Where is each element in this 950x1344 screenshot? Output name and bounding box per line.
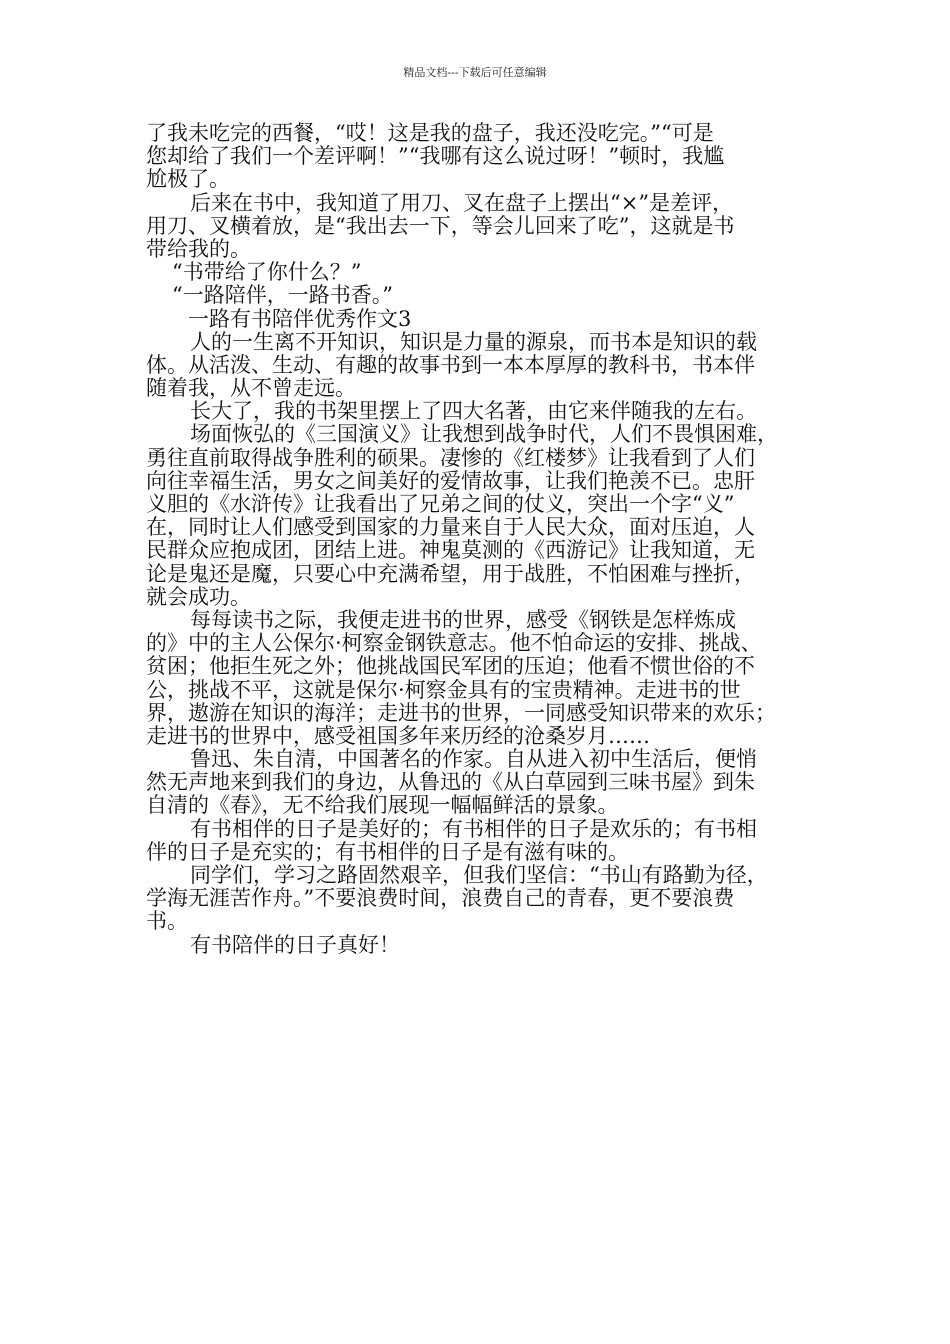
- text-line: 然无声地来到我们的身边，从鲁迅的《从白草园到三味书屋》到朱: [146, 770, 755, 795]
- text-line: 在，同时让人们感受到国家的力量来自于人民大众，面对压迫，人: [146, 515, 755, 540]
- text-line: 用刀、叉横着放，是“我出去一下，等会儿回来了吃”，这就是书: [146, 213, 735, 238]
- text-line: 人的一生离不开知识，知识是力量的源泉，而书本是知识的载: [190, 329, 757, 354]
- page-header: 精品文档---下载后可任意编辑: [403, 66, 547, 79]
- text-line: 随着我，从不曾走远。: [146, 376, 356, 401]
- text-line: 了我未吃完的西餐，“哎！这是我的盘子，我还没吃完。”“可是: [146, 121, 714, 145]
- text-line: 自清的《春》，无不给我们展现一幅幅鲜活的景象。: [146, 793, 619, 818]
- text-line: 尬极了。: [146, 167, 230, 192]
- text-line: 的》中的主人公保尔·柯察金钢铁意志。他不怕命运的安排、挑战、: [146, 631, 762, 656]
- document-body: [146, 122, 810, 957]
- text-line: “一路陪伴，一路书香。”: [172, 283, 393, 308]
- text-line: 鲁迅、朱自清，中国著名的作家。自从进入初中生活后，便悄: [190, 747, 757, 772]
- text-line: 有书相伴的日子是美好的；有书相伴的日子是欢乐的；有书相: [190, 816, 757, 841]
- text-line: 长大了，我的书架里摆上了四大名著，由它来伴随我的左右。: [190, 399, 757, 424]
- text-line: 带给我的。: [146, 236, 251, 261]
- text-line: “书带给了你什么？”: [172, 260, 362, 285]
- text-line: 后来在书中，我知道了用刀、叉在盘子上摆出“×”是差评，: [190, 190, 734, 215]
- text-line: 学海无涯苦作舟。”不要浪费时间，浪费自己的青春，更不要浪费: [146, 886, 735, 911]
- text-line: 义胆的《水浒传》让我看出了兄弟之间的仗义，突出一个字“义”: [146, 492, 735, 516]
- text-line: 您却给了我们一个差评啊！”“我哪有这么说过呀！”顿时，我尴: [146, 144, 725, 169]
- text-line: 同学们，学习之路固然艰辛，但我们坚信：“书山有路勤为径，: [190, 863, 768, 887]
- text-line: 勇往直前取得战争胜利的硕果。凄惨的《红楼梦》让我看到了人们: [146, 445, 755, 470]
- text-line: 场面恢弘的《三国演义》让我想到战争时代，人们不畏惧困难，: [190, 422, 778, 447]
- text-line: 公，挑战不平，这就是保尔·柯察金具有的宝贵精神。走进书的世: [146, 677, 741, 702]
- text-line: 界，遨游在知识的海洋；走进书的世界，一同感受知识带来的欢乐；: [146, 700, 776, 725]
- text-line: 贫困；他拒生死之外；他挑战国民军团的压迫；他看不惯世俗的不: [146, 654, 755, 679]
- text-line: 就会成功。: [146, 584, 251, 609]
- text-line: 民群众应抱成团，团结上进。神鬼莫测的《西游记》让我知道，无: [146, 538, 755, 563]
- text-line: 有书陪伴的日子真好！: [190, 932, 400, 957]
- text-line: 论是鬼还是魔，只要心中充满希望，用于战胜，不怕困难与挫折，: [146, 561, 755, 586]
- text-line: 伴的日子是充实的；有书相伴的日子是有滋有味的。: [146, 839, 629, 864]
- text-line: 每每读书之际，我便走进书的世界，感受《钢铁是怎样炼成: [190, 607, 736, 632]
- text-line: 向往幸福生活，男女之间美好的爱情故事，让我们艳羡不已。忠肝: [146, 468, 755, 493]
- text-line: 书。: [146, 909, 188, 934]
- text-line: 体。从活泼、生动、有趣的故事书到一本本厚厚的教科书，书本伴: [146, 352, 755, 377]
- section-heading: 一路有书陪伴优秀作文3: [188, 306, 412, 331]
- text-line: 走进书的世界中，感受祖国多年来历经的沧桑岁月……: [146, 723, 650, 748]
